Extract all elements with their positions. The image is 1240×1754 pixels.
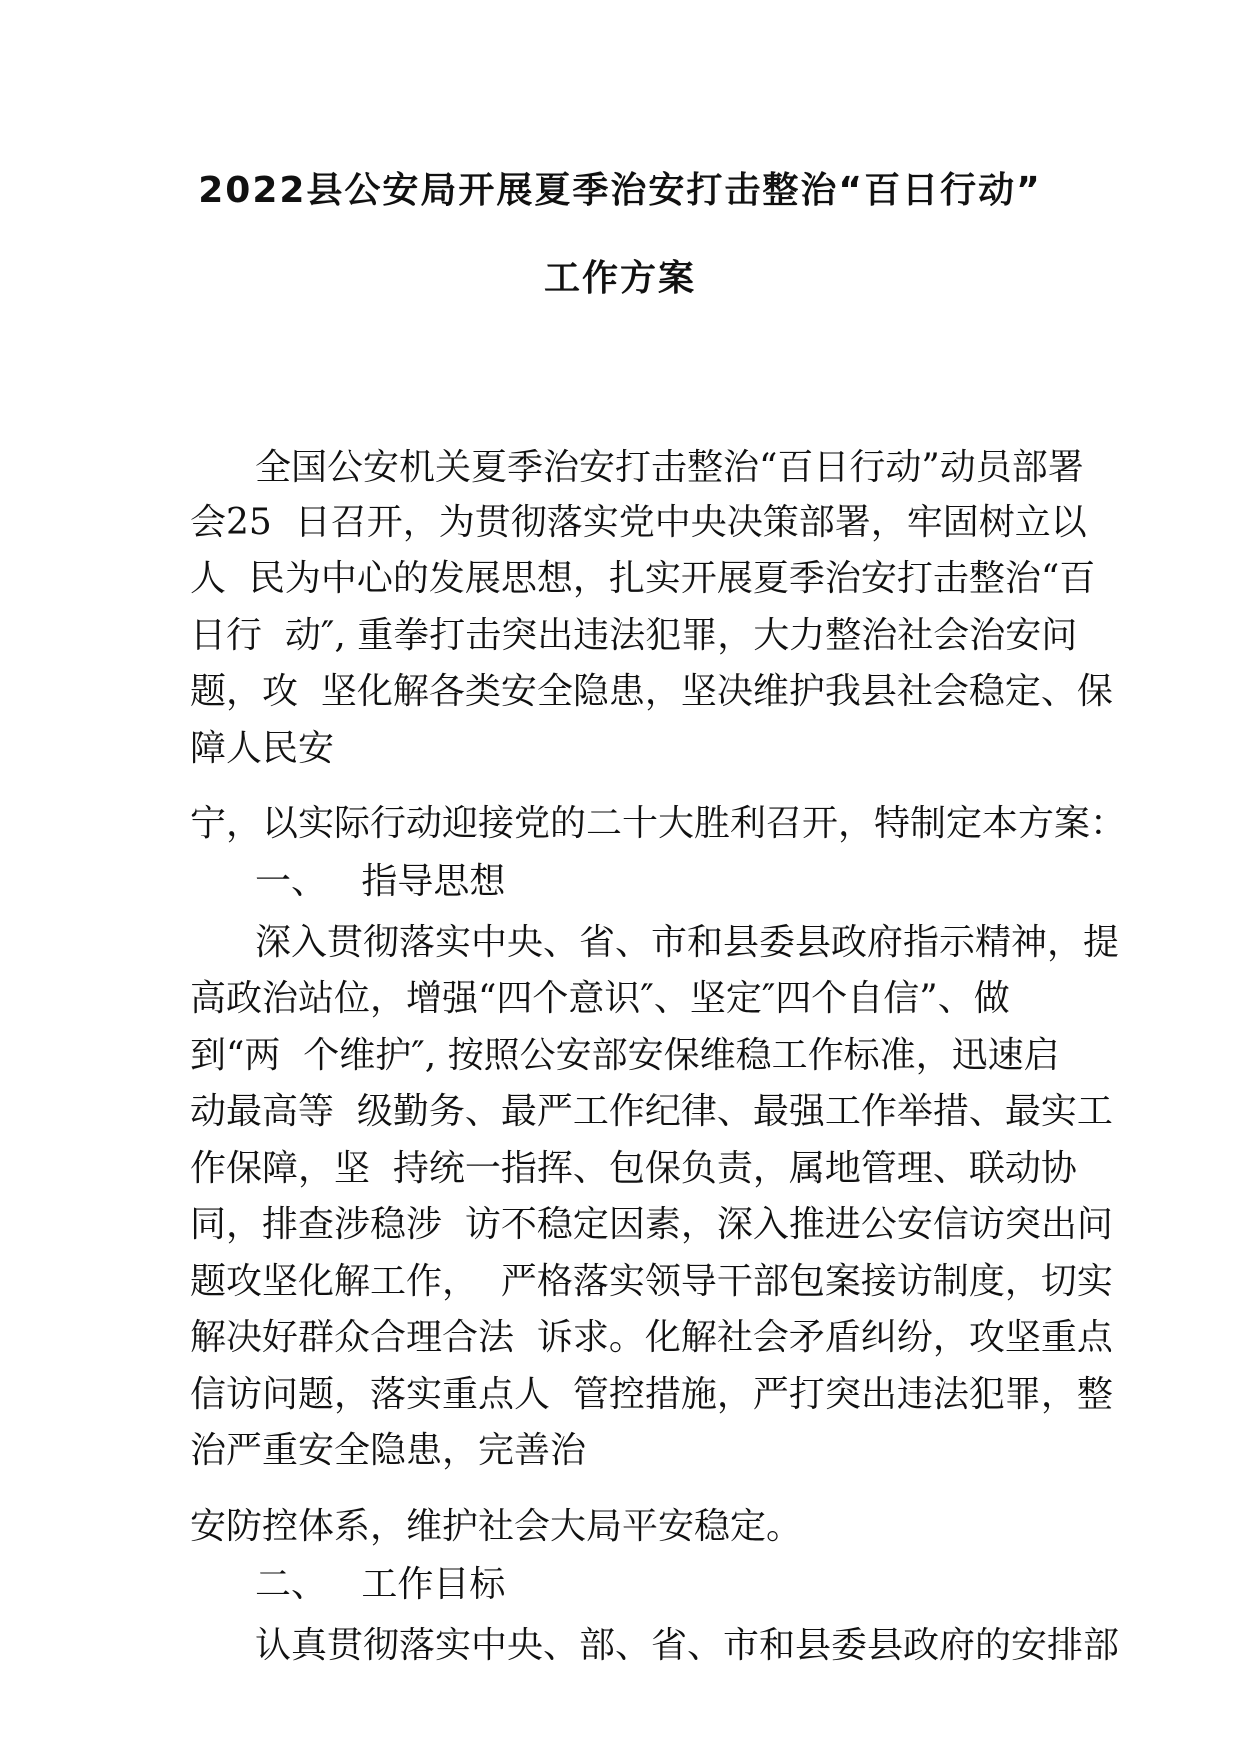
body-line: 宁，以实际行动迎接党的二十大胜利召开，特制定本方案： [190,803,1127,844]
body-line: 日行 动″, 重拳打击突出违法犯罪，大力整治社会治安问 [190,615,1078,656]
body-line: 会25 日召开，为贯彻落实党中央决策部署，牢固树立以 [190,502,1087,543]
body-line: 全国公安机关夏季治安打击整治“百日行动”动员部署 [255,447,1084,488]
body-line: 信访问题，落实重点人 管控措施，严打突出违法犯罪，整 [190,1374,1113,1415]
body-line: 到“两 个维护″, 按照公安部安保维稳工作标准，迅速启 [190,1035,1060,1076]
document-title-line-1: 2022县公安局开展夏季治安打击整治“百日行动” [198,170,1042,211]
body-line: 作保障，坚 持统一指挥、包保负责，属地管理、联动协 [190,1148,1077,1189]
body-line: 认真贯彻落实中央、部、省、市和县委县政府的安排部 [255,1625,1120,1666]
body-line: 题，攻 坚化解各类安全隐患，坚决维护我县社会稳定、保 [190,671,1113,712]
section-heading: 一、 指导思想 [255,861,506,902]
body-line: 深入贯彻落实中央、省、市和县委县政府指示精神，提 [255,922,1120,963]
body-line: 题攻坚化解工作， 严格落实领导干部包案接访制度，切实 [190,1261,1113,1302]
body-line: 治严重安全隐患，完善治 [190,1430,587,1471]
body-line: 动最高等 级勤务、最严工作纪律、最强工作举措、最实工 [190,1091,1113,1132]
body-line: 高政治站位，增强“四个意识″、坚定″四个自信”、做 [190,978,1010,1019]
body-line: 障人民安 [190,728,335,769]
body-line: 解决好群众合理合法 诉求。化解社会矛盾纠纷，攻坚重点 [190,1317,1113,1358]
body-line: 人 民为中心的发展思想，扎实开展夏季治安打击整治“百 [190,558,1096,599]
section-heading: 二、 工作目标 [255,1564,506,1605]
body-line: 同，排查涉稳涉 访不稳定因素，深入推进公安信访突出问 [190,1204,1113,1245]
body-line: 安防控体系，维护社会大局平安稳定。 [190,1506,803,1547]
document-title-line-2: 工作方案 [543,258,696,299]
